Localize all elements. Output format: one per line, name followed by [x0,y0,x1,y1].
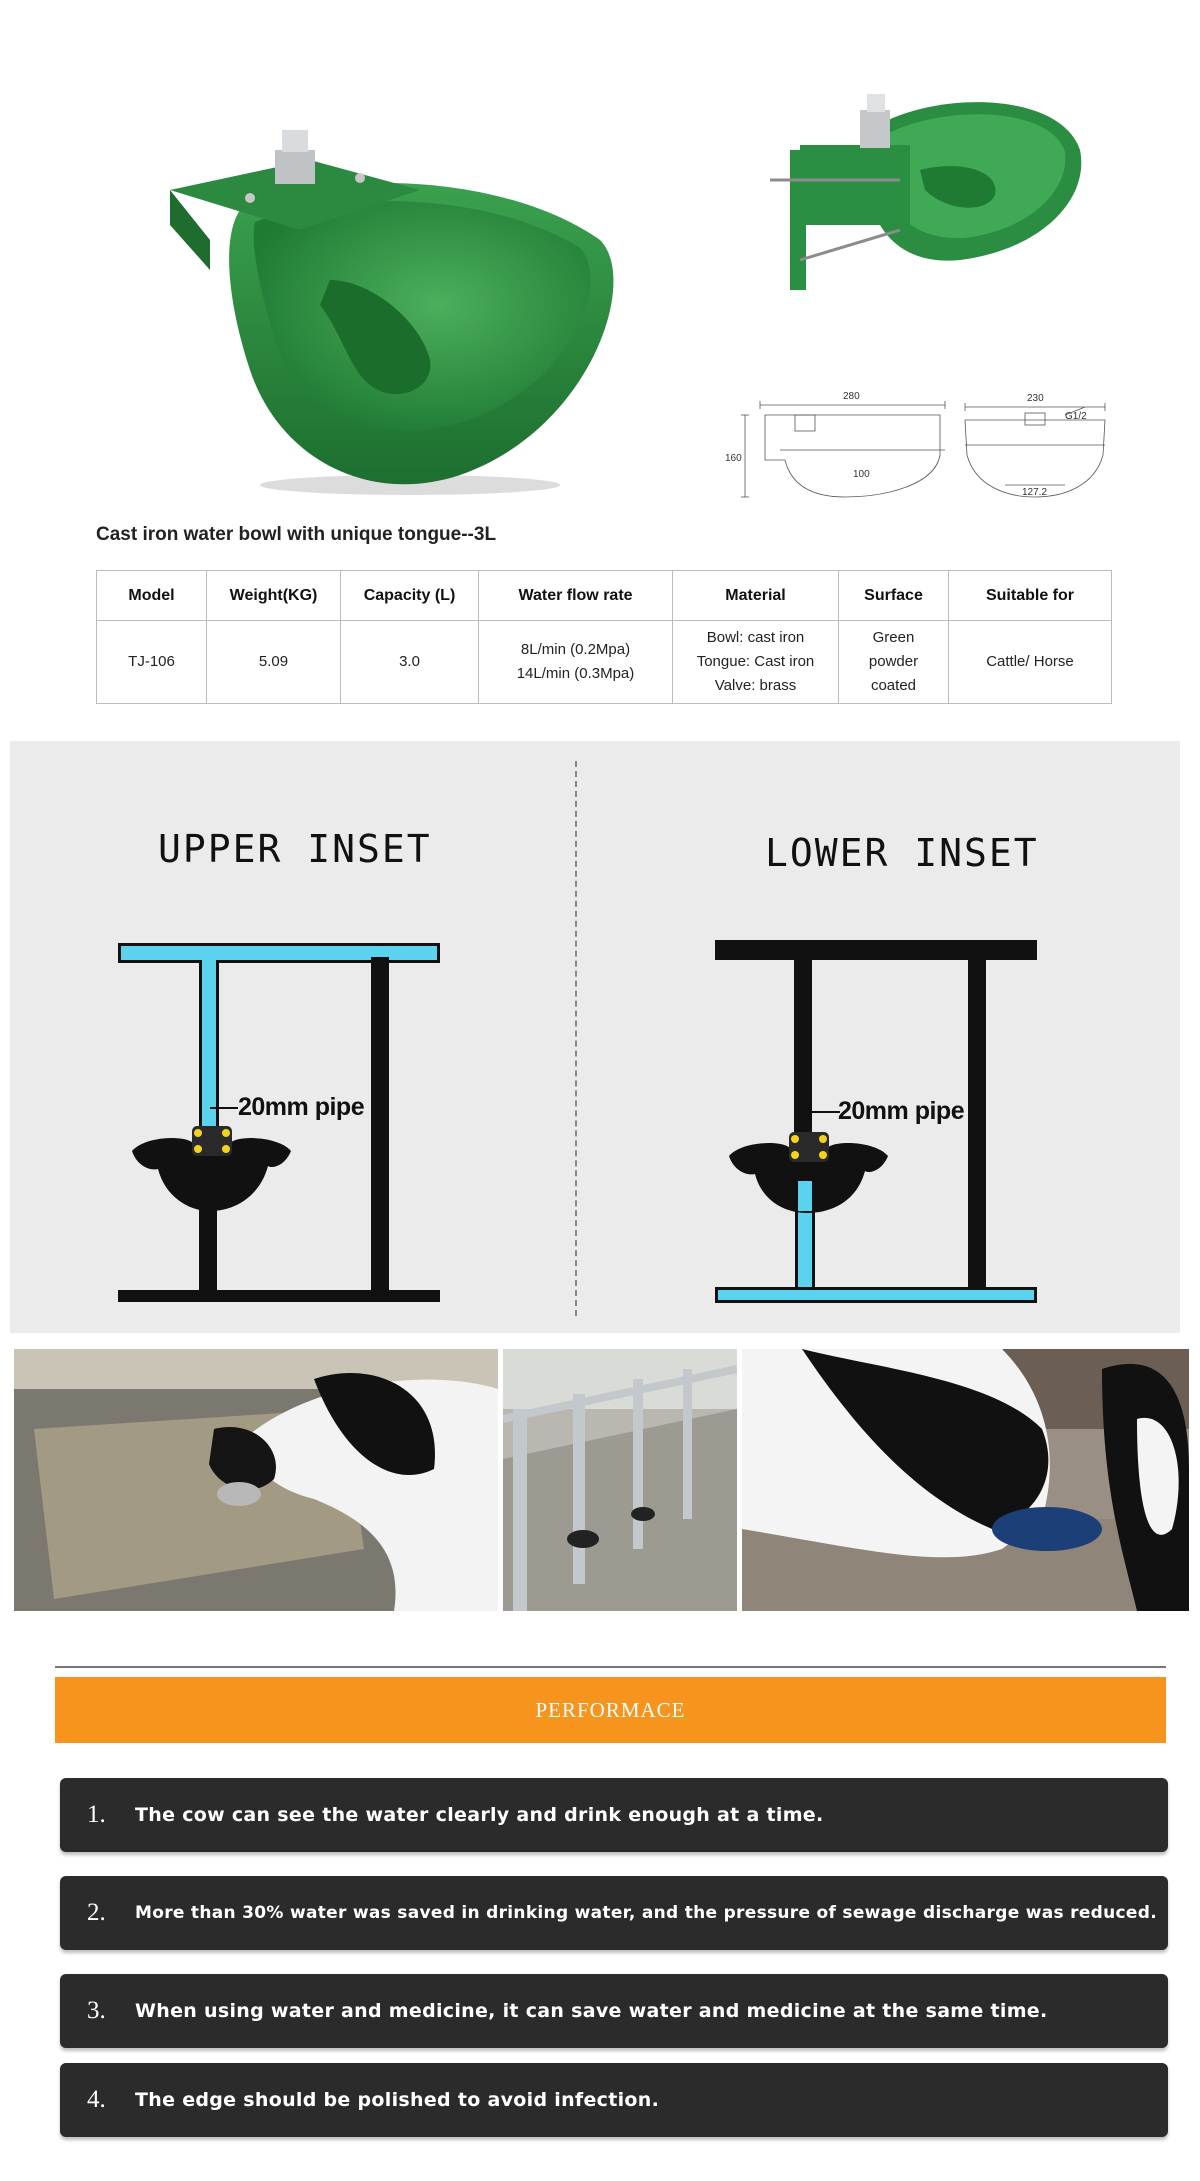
list-item-number: 3. [87,1997,106,2024]
lower-right-post [968,956,986,1291]
upper-inset-drawing [118,943,440,1302]
header-weight: Weight(KG) [207,571,341,621]
cell-weight: 5.09 [207,621,341,704]
photo-stall-frame [503,1349,737,1611]
lower-water-pipe-horizontal [718,1290,1034,1300]
surface-line-2: powder [868,653,919,670]
dim-thread: G1/2 [1065,411,1087,422]
upper-right-post [371,957,389,1292]
material-line-1: Bowl: cast iron [706,629,805,646]
dim-width-side: 230 [1027,393,1044,404]
cell-material [673,621,839,704]
photo-cows-drinking-bowl [742,1349,1189,1611]
spec-table-header-row [97,571,1112,621]
material-line-3: Valve: brass [714,677,797,694]
performance-divider [55,1666,1166,1668]
header-flow-rate: Water flow rate [479,571,673,621]
usage-photos [14,1349,1189,1611]
list-item-number: 4. [87,2086,106,2113]
lower-inset-drawing [715,940,1037,1303]
product-title: Cast iron water bowl with unique tongue--3L [96,524,497,545]
technical-drawing [725,385,1125,520]
cell-model: TJ-106 [97,621,207,704]
dim-width-top: 280 [843,391,860,402]
upper-water-pipe-horizontal [121,946,437,960]
table-row [97,621,1112,704]
flow-rate-line-2: 14L/min (0.3Mpa) [516,665,635,682]
inset-drawings [10,741,1180,1333]
surface-line-3: coated [870,677,917,694]
cell-surface [839,621,949,704]
list-item-text: The cow can see the water clearly and drink enough at a time. [135,1804,824,1826]
list-item-text: The edge should be polished to avoid infection. [135,2089,660,2111]
flow-rate-line-1: 8L/min (0.2Mpa) [520,641,631,658]
material-line-2: Tongue: Cast iron [696,653,815,670]
list-item [60,1778,1168,1852]
list-item-number: 2. [87,1899,106,1926]
dim-base: 127.2 [1022,487,1048,498]
header-suitable-for: Suitable for [949,571,1112,621]
water-bowl-side-image [760,90,1090,330]
cell-flow-rate [479,621,673,704]
performance-banner [55,1677,1166,1743]
inset-diagram [10,741,1180,1333]
cell-capacity: 3.0 [341,621,479,704]
upper-base-frame [118,1290,440,1302]
lower-inset-title: LOWER INSET [765,831,1039,875]
list-item-text: More than 30% water was saved in drinking water, and the pressure of sewage discharge was reduced. [135,1903,1157,1923]
header-model: Model [97,571,207,621]
header-material: Material [673,571,839,621]
list-item-text: When using water and medicine, it can save water and medicine at the same time. [135,2000,1048,2022]
upper-inset-title: UPPER INSET [158,827,432,871]
water-bowl-main-image [170,130,630,500]
dim-depth: 100 [853,469,870,480]
product-section [0,0,1200,720]
lower-left-post [794,956,812,1136]
cell-suitable-for: Cattle/ Horse [949,621,1112,704]
surface-line-1: Green [872,629,915,646]
list-item [60,2063,1168,2137]
list-item [60,1974,1168,2048]
dim-height: 160 [725,453,742,464]
header-capacity: Capacity (L) [341,571,479,621]
upper-water-pipe-vertical [202,960,216,1130]
list-item-number: 1. [87,1801,106,1828]
header-surface: Surface [839,571,949,621]
list-item [60,1876,1168,1950]
lower-pipe-label: 20mm pipe [838,1097,965,1125]
lower-top-frame [715,940,1037,960]
spec-table [96,570,1112,704]
performance-heading: PERFORMACE [535,1697,686,1722]
upper-pipe-label: 20mm pipe [238,1093,365,1121]
photo-cow-drinking-trough [14,1349,498,1611]
